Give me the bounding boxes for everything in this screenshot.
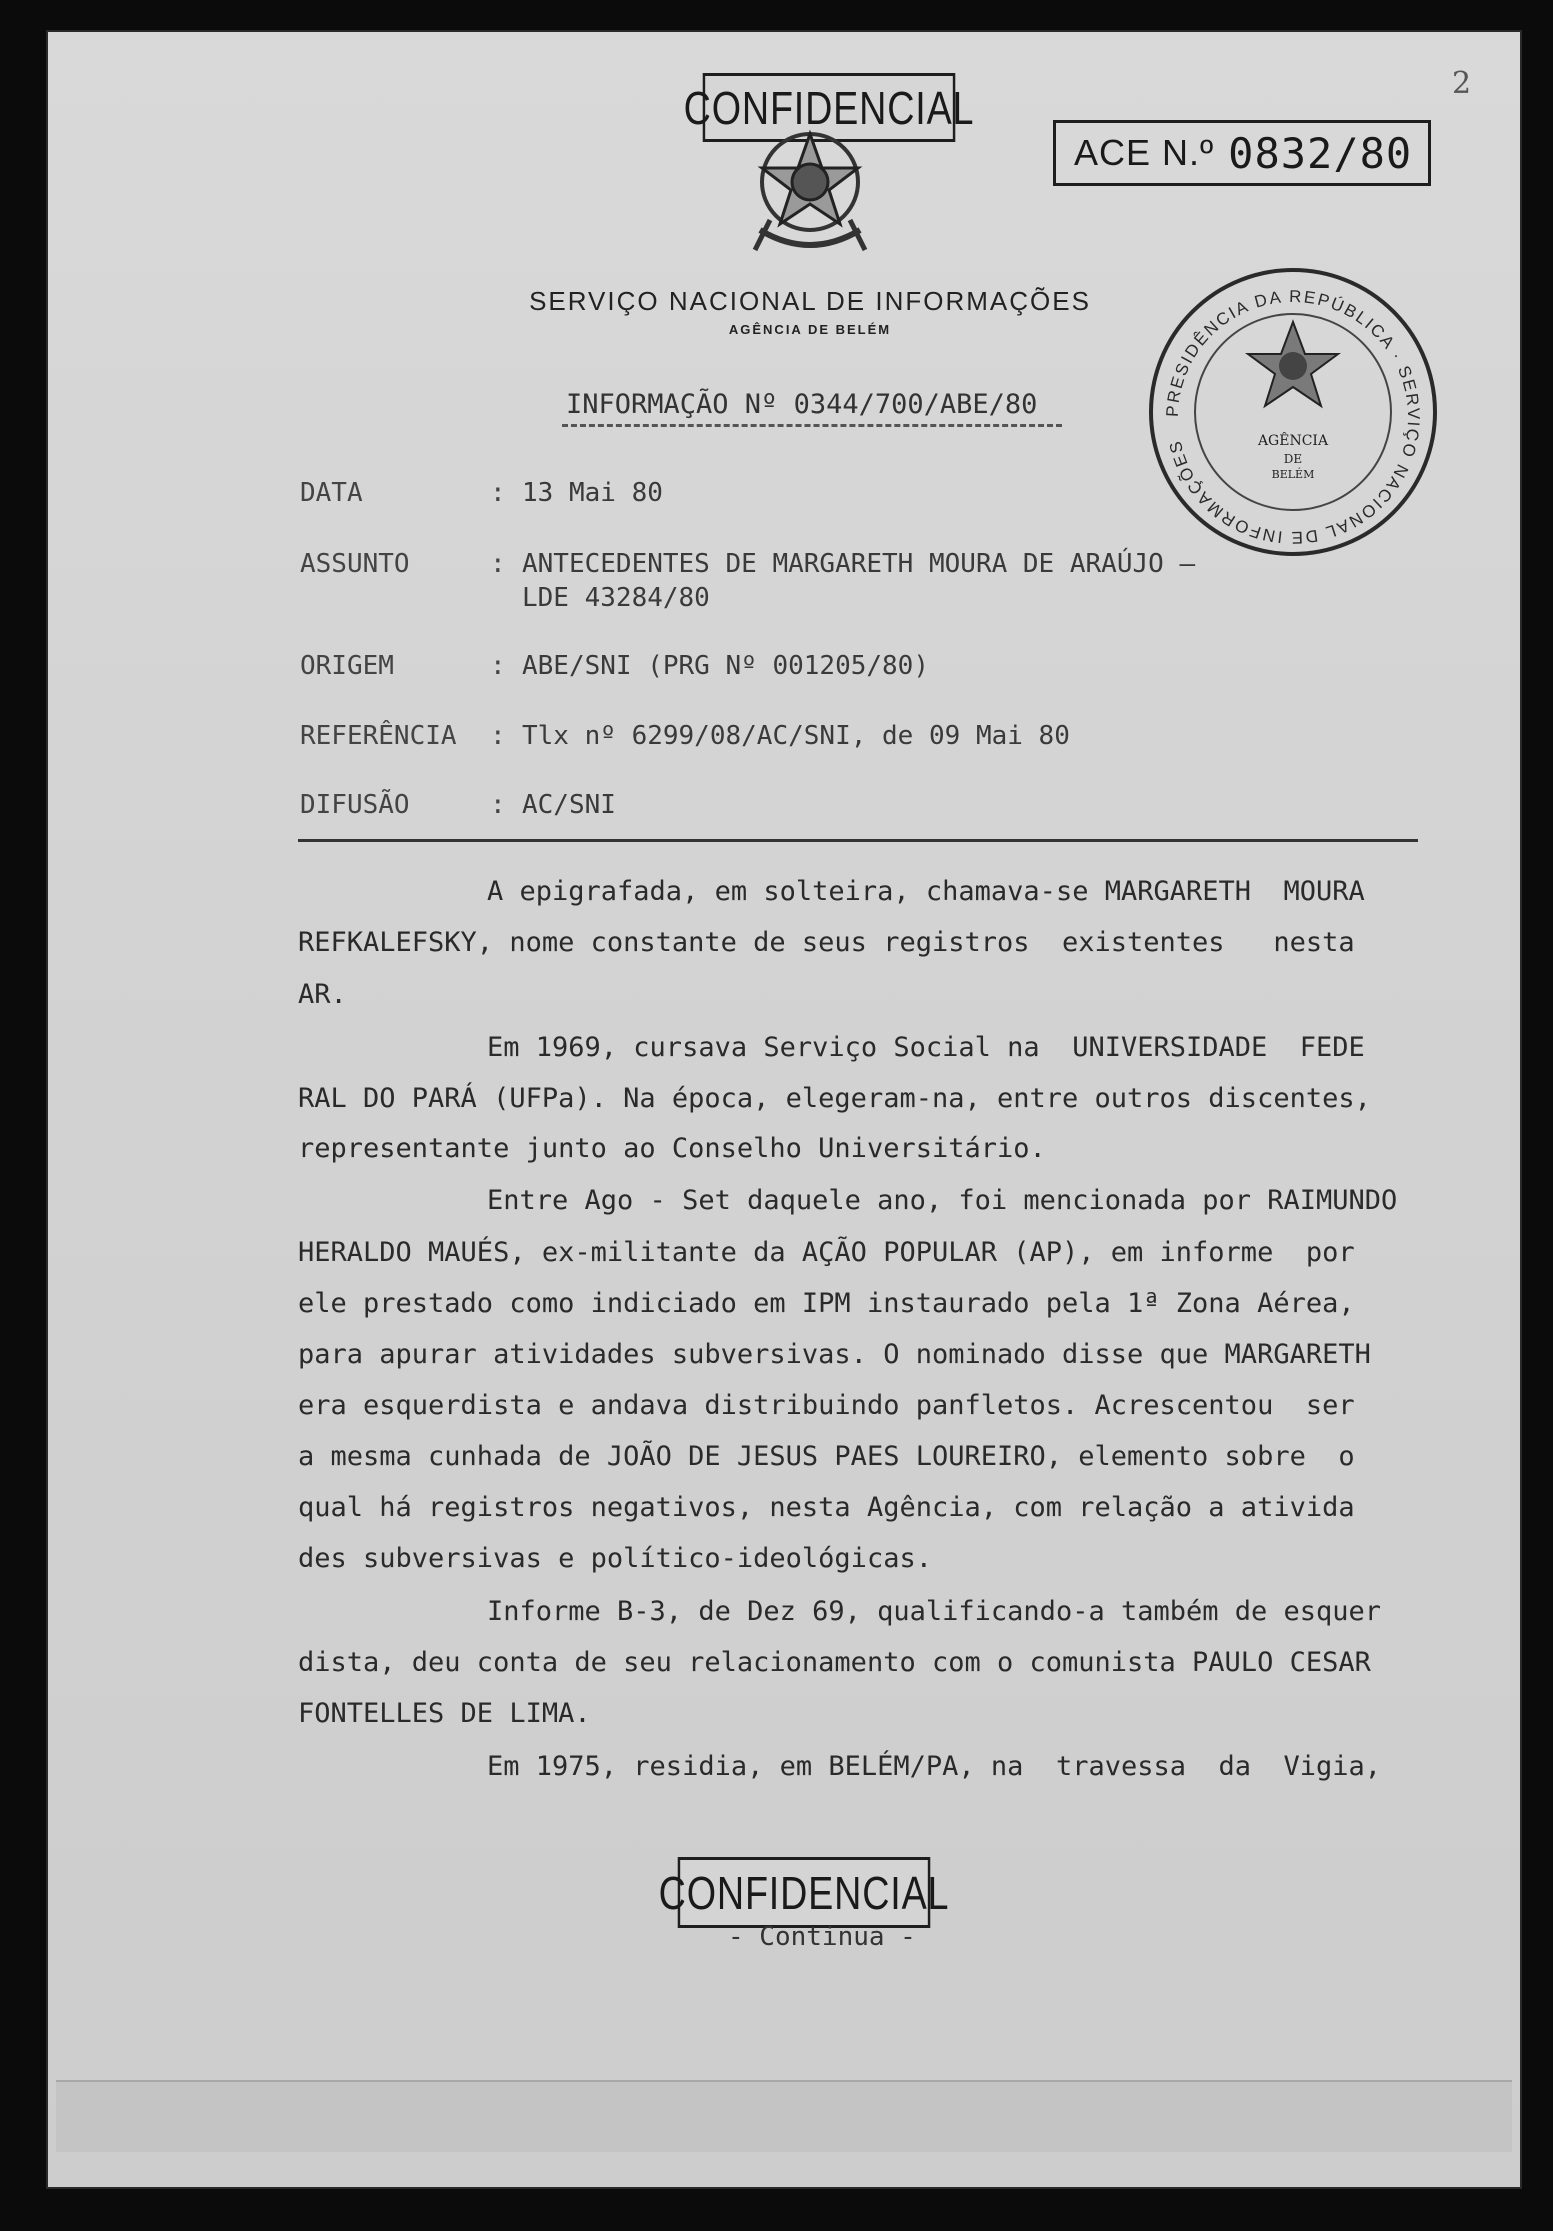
seal-ring-text: PRESIDÊNCIA DA REPÚBLICA · SERVIÇO NACIONAL DE INFORMAÇÕES: [1162, 286, 1424, 548]
field-colon: :: [490, 549, 506, 579]
confidential-stamp-bottom: CONFIDENCIAL: [678, 1857, 931, 1928]
field-colon: :: [490, 790, 506, 820]
document-title: INFORMAÇÃO Nº 0344/700/ABE/80: [566, 389, 1038, 420]
agency-title: SERVIÇO NACIONAL DE INFORMAÇÕES: [529, 286, 1091, 316]
seal-center-line1: AGÊNCIA: [1257, 433, 1329, 449]
field-colon: :: [490, 651, 506, 681]
body-line: era esquerdista e andava distribuindo panfletos. Acrescentou ser: [298, 1390, 1355, 1421]
field-colon: :: [490, 721, 506, 751]
body-line: qual há registros negativos, nesta Agência, com relação a ativida: [298, 1492, 1355, 1523]
presidency-seal-stamp: [1138, 262, 1448, 562]
field-value-assunto: ANTECEDENTES DE MARGARETH MOURA DE ARAÚJO —: [522, 549, 1196, 579]
title-underline: [562, 424, 1062, 427]
body-line: REFKALEFSKY, nome constante de seus registros existentes nesta: [298, 927, 1355, 958]
confidential-stamp-top: CONFIDENCIAL: [703, 73, 956, 142]
ace-label: ACE N.º: [1074, 132, 1215, 173]
field-value-data: 13 Mai 80: [522, 478, 663, 508]
body-line: HERALDO MAUÉS, ex-militante da AÇÃO POPULAR (AP), em informe por: [298, 1237, 1355, 1268]
page-bottom-strip: [56, 2080, 1512, 2152]
header-divider: [298, 839, 1418, 842]
field-label-data: DATA: [300, 478, 363, 508]
body-line: AR.: [298, 979, 347, 1010]
brazil-coat-of-arms-icon: [740, 120, 880, 270]
field-label-assunto: ASSUNTO: [300, 549, 410, 579]
field-value-difusao: AC/SNI: [522, 790, 616, 820]
continua-label: - Continua -: [728, 1922, 916, 1952]
field-value-referencia: Tlx nº 6299/08/AC/SNI, de 09 Mai 80: [522, 721, 1070, 751]
seal-center-line2: DE: [1283, 452, 1303, 466]
field-value-assunto-cont: LDE 43284/80: [522, 583, 710, 613]
body-line: Em 1969, cursava Serviço Social na UNIVERSIDADE FEDE: [487, 1032, 1365, 1063]
body-line: A epigrafada, em solteira, chamava-se MARGARETH MOURA: [487, 876, 1365, 907]
field-label-referencia: REFERÊNCIA: [300, 721, 457, 751]
field-value-origem: ABE/SNI (PRG Nº 001205/80): [522, 651, 929, 681]
body-line: a mesma cunhada de JOÃO DE JESUS PAES LOUREIRO, elemento sobre o: [298, 1441, 1355, 1472]
seal-center-line3: BELÉM: [1271, 468, 1315, 481]
body-line: dista, deu conta de seu relacionamento com o comunista PAULO CESAR: [298, 1647, 1371, 1678]
body-line: Em 1975, residia, em BELÉM/PA, na travessa da Vigia,: [487, 1751, 1382, 1782]
ace-number: 0832/80: [1228, 128, 1413, 178]
body-line: para apurar atividades subversivas. O nominado disse que MARGARETH: [298, 1339, 1371, 1370]
body-line: Entre Ago - Set daquele ano, foi mencionada por RAIMUNDO: [487, 1185, 1398, 1216]
body-line: representante junto ao Conselho Universitário.: [298, 1133, 1046, 1164]
field-colon: :: [490, 478, 506, 508]
body-line: Informe B-3, de Dez 69, qualificando-a também de esquer: [487, 1596, 1382, 1627]
body-line: des subversivas e político-ideológicas.: [298, 1543, 932, 1574]
field-label-origem: ORIGEM: [300, 651, 394, 681]
ace-number-stamp: [1053, 120, 1431, 186]
page-number: 2: [1452, 66, 1472, 101]
field-label-difusao: DIFUSÃO: [300, 790, 410, 820]
body-line: ele prestado como indiciado em IPM instaurado pela 1ª Zona Aérea,: [298, 1288, 1355, 1319]
body-line: FONTELLES DE LIMA.: [298, 1698, 591, 1729]
body-line: RAL DO PARÁ (UFPa). Na época, elegeram-na, entre outros discentes,: [298, 1083, 1371, 1114]
agency-branch: AGÊNCIA DE BELÉM: [728, 322, 892, 337]
